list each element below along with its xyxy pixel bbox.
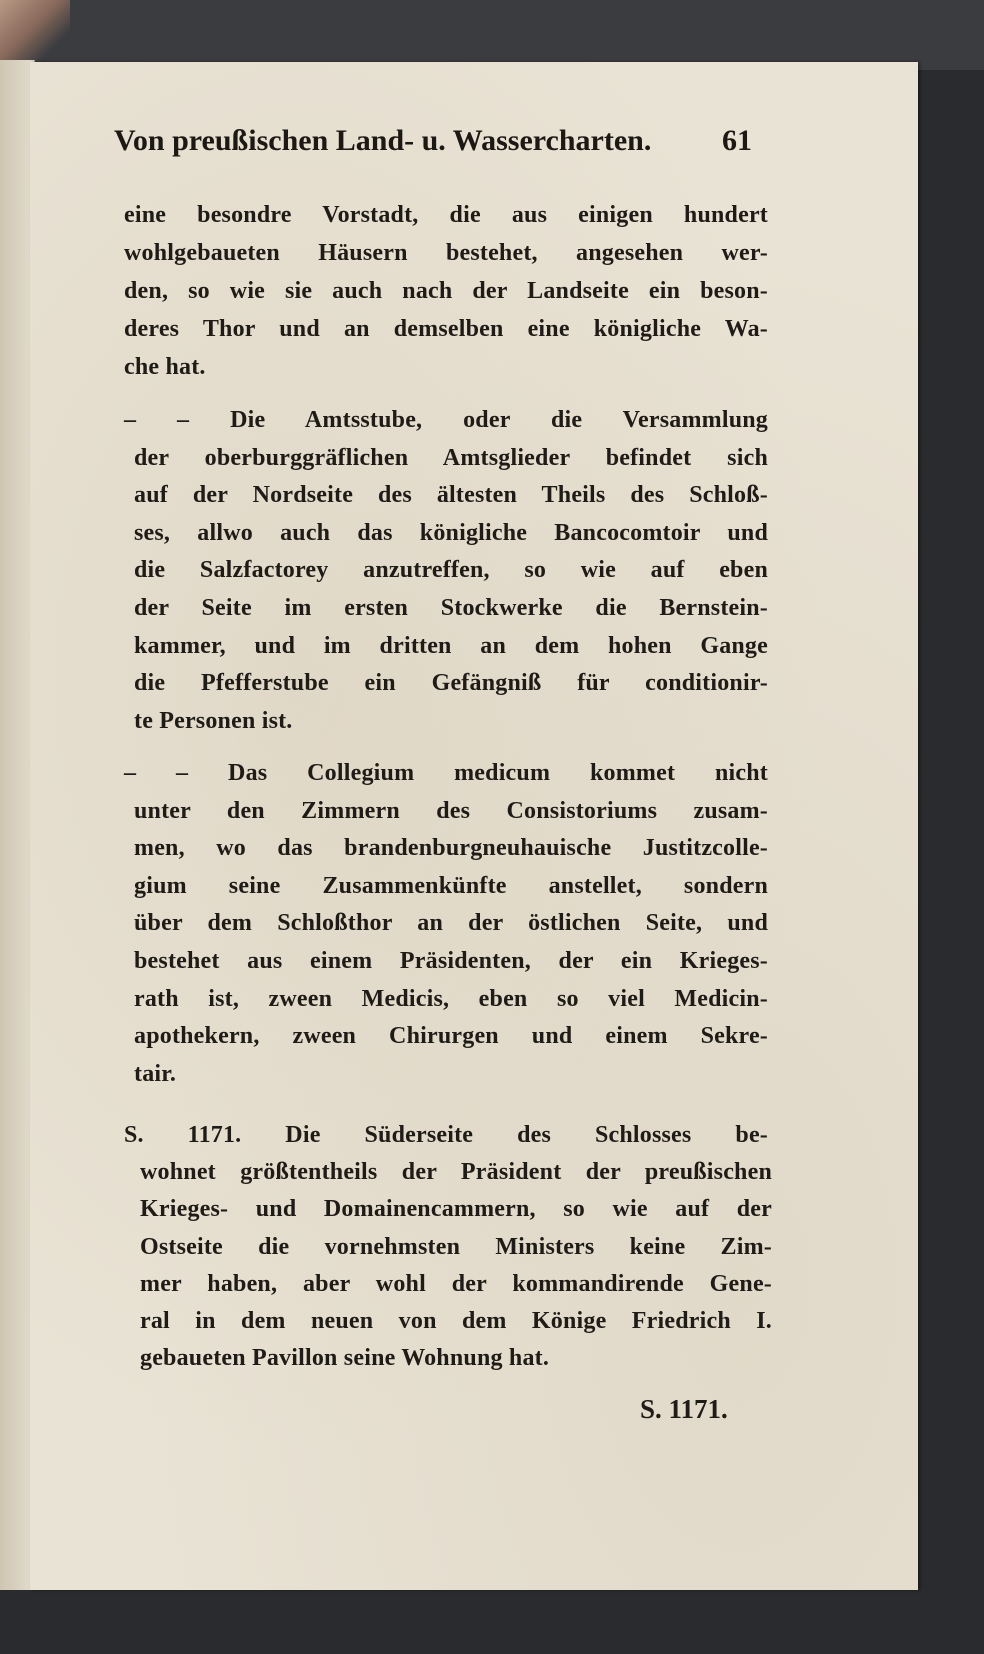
text-line: – – Das Collegium medicum kommet nicht (124, 760, 768, 786)
text-line: ses, allwo auch das königliche Bancocomtoir und (134, 519, 768, 546)
text-line: die Pfefferstube ein Gefängniß für conditionir- (134, 670, 768, 697)
text-line: apothekern, zween Chirurgen und einem Sekre- (134, 1023, 768, 1050)
text-line: rath ist, zween Medicis, eben so viel Medicin- (134, 985, 768, 1012)
text-line: deres Thor und an demselben eine königliche Wa- (124, 316, 768, 342)
text-line: der Seite im ersten Stockwerke die Bernstein- (134, 595, 768, 621)
text-line: Krieges- und Domainencammern, so wie auf der (140, 1196, 772, 1223)
text-line: tair. (134, 1060, 177, 1087)
scan-background (0, 0, 984, 70)
text-line: den, so wie sie auch nach der Landseite ein beson- (124, 278, 768, 304)
header-title: Von preußischen Land- u. Wassercharten. (114, 124, 652, 157)
running-header (114, 124, 752, 158)
text-line: die Salzfactorey anzutreffen, so wie auf eben (134, 557, 768, 584)
text-line: mer haben, aber wohl der kommandirende Gene- (140, 1270, 772, 1297)
text-line: eine besondre Vorstadt, die aus einigen hundert (124, 202, 768, 228)
text-line: S. 1171. Die Süderseite des Schlosses be- (124, 1122, 768, 1148)
text-line: te Personen ist. (134, 707, 293, 734)
text-line: über dem Schloßthor an der östlichen Seite, und (134, 910, 768, 937)
text-line: gebaueten Pavillon seine Wohnung hat. (140, 1345, 550, 1372)
text-line: gium seine Zusammenkünfte anstellet, sondern (134, 872, 768, 899)
text-line: Ostseite die vornehmsten Ministers keine Zim- (140, 1233, 772, 1260)
text-line: bestehet aus einem Präsidenten, der ein Krieges- (134, 948, 768, 974)
text-line: der oberburggräflichen Amtsglieder befindet sich (134, 444, 768, 471)
text-line: auf der Nordseite des ältesten Theils des Schloß- (134, 482, 768, 509)
text-line: ral in dem neuen von dem Könige Friedrich I. (140, 1308, 772, 1334)
text-line: wohnet größtentheils der Präsident der preußischen (140, 1159, 772, 1186)
text-line: kammer, und im dritten an dem hohen Gange (134, 632, 768, 659)
text-line: che hat. (124, 354, 206, 380)
catchword: S. 1171. (640, 1394, 728, 1424)
text-line: unter den Zimmern des Consistoriums zusam- (134, 797, 768, 824)
text-line: wohlgebaueten Häusern bestehet, angesehen wer- (124, 240, 768, 266)
page-number: 61 (722, 124, 752, 157)
text-line: men, wo das brandenburgneuhauische Justitzcolle- (134, 835, 768, 862)
text-line: – – Die Amtsstube, oder die Versammlung (124, 407, 768, 433)
